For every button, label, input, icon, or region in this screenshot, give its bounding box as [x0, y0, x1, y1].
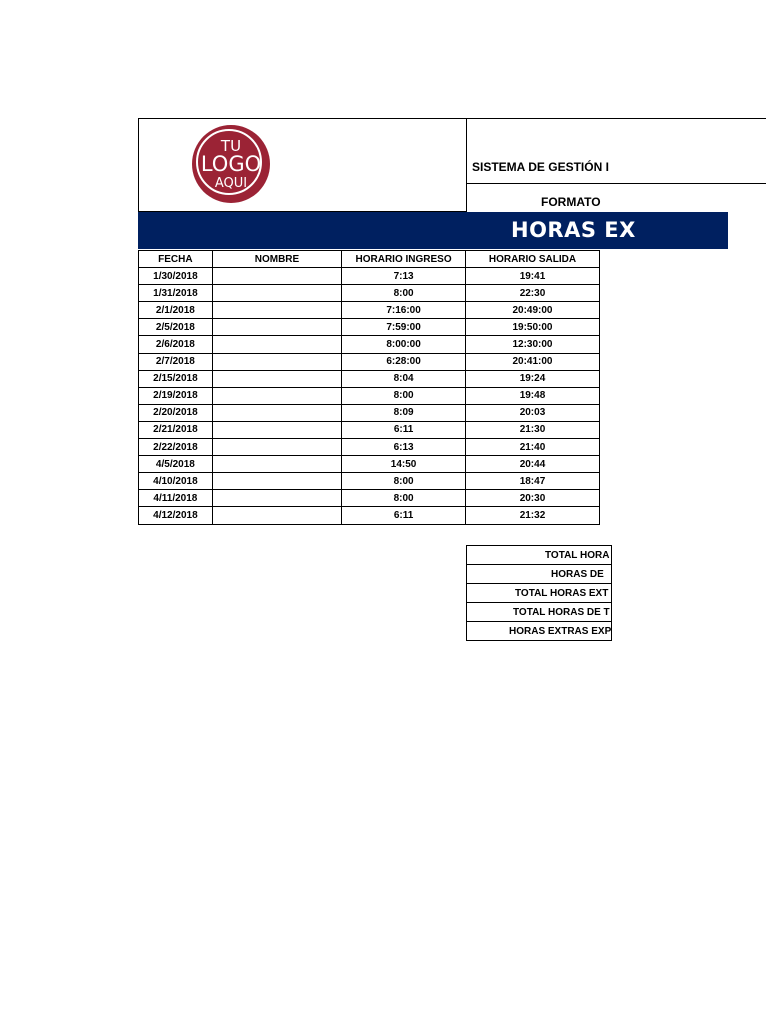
cell-fecha: 4/5/2018 — [139, 456, 213, 473]
table-row — [139, 490, 600, 507]
totals-row — [467, 603, 612, 622]
cell-fecha: 4/11/2018 — [139, 490, 213, 507]
table-row — [139, 404, 600, 421]
cell-fecha: 4/10/2018 — [139, 473, 213, 490]
totals-label: TOTAL HORAS DE T — [467, 603, 612, 622]
cell-horario-salida: 20:03 — [465, 404, 599, 421]
cell-fecha: 1/30/2018 — [139, 268, 213, 285]
logo-text-line1: TU — [220, 137, 242, 155]
cell-horario-salida: 22:30 — [465, 285, 599, 302]
cell-horario-ingreso: 6:13 — [342, 439, 466, 456]
cell-horario-ingreso: 7:13 — [342, 268, 466, 285]
cell-nombre — [212, 507, 341, 524]
cell-fecha: 1/31/2018 — [139, 285, 213, 302]
cell-nombre — [212, 370, 341, 387]
overtime-table — [138, 250, 600, 525]
cell-nombre — [212, 387, 341, 404]
cell-horario-ingreso: 6:11 — [342, 421, 466, 438]
cell-horario-ingreso: 8:00:00 — [342, 336, 466, 353]
cell-horario-salida: 20:44 — [465, 456, 599, 473]
table-row — [139, 456, 600, 473]
cell-horario-ingreso: 8:00 — [342, 387, 466, 404]
cell-horario-ingreso: 8:00 — [342, 473, 466, 490]
table-row — [139, 473, 600, 490]
logo-text-line3: AQUI — [214, 176, 248, 191]
totals-label: TOTAL HORA — [467, 546, 612, 565]
cell-nombre — [212, 302, 341, 319]
table-row — [139, 370, 600, 387]
totals-row — [467, 546, 612, 565]
cell-fecha: 2/5/2018 — [139, 319, 213, 336]
cell-horario-salida: 20:49:00 — [465, 302, 599, 319]
cell-fecha: 4/12/2018 — [139, 507, 213, 524]
totals-label: HORAS EXTRAS EXP — [467, 622, 612, 641]
cell-nombre — [212, 473, 341, 490]
cell-horario-ingreso: 6:28:00 — [342, 353, 466, 370]
cell-nombre — [212, 490, 341, 507]
table-row — [139, 507, 600, 524]
totals-label: TOTAL HORAS EXT — [467, 584, 612, 603]
cell-nombre — [212, 353, 341, 370]
cell-fecha: 2/1/2018 — [139, 302, 213, 319]
cell-horario-salida: 19:41 — [465, 268, 599, 285]
cell-horario-ingreso: 8:00 — [342, 490, 466, 507]
totals-row — [467, 565, 612, 584]
cell-nombre — [212, 268, 341, 285]
cell-horario-ingreso: 8:09 — [342, 404, 466, 421]
system-title: SISTEMA DE GESTIÓN I — [472, 160, 609, 174]
cell-fecha: 2/22/2018 — [139, 439, 213, 456]
table-row — [139, 387, 600, 404]
cell-horario-salida: 19:24 — [465, 370, 599, 387]
col-nombre: NOMBRE — [212, 251, 341, 268]
cell-fecha: 2/6/2018 — [139, 336, 213, 353]
banner-title: HORAS EX — [511, 218, 636, 242]
cell-fecha: 2/20/2018 — [139, 404, 213, 421]
cell-horario-ingreso: 14:50 — [342, 456, 466, 473]
table-row — [139, 421, 600, 438]
logo-cell — [138, 118, 466, 212]
table-row — [139, 336, 600, 353]
cell-nombre — [212, 285, 341, 302]
cell-nombre — [212, 456, 341, 473]
table-row — [139, 319, 600, 336]
cell-horario-ingreso: 8:04 — [342, 370, 466, 387]
cell-horario-ingreso: 7:16:00 — [342, 302, 466, 319]
table-row — [139, 439, 600, 456]
cell-horario-salida: 20:30 — [465, 490, 599, 507]
cell-horario-ingreso: 6:11 — [342, 507, 466, 524]
totals-label: HORAS DE — [467, 565, 612, 584]
totals-table — [466, 545, 612, 641]
title-divider — [466, 183, 766, 184]
table-row — [139, 268, 600, 285]
title-banner — [138, 212, 728, 249]
cell-fecha: 2/15/2018 — [139, 370, 213, 387]
cell-horario-ingreso: 8:00 — [342, 285, 466, 302]
cell-nombre — [212, 404, 341, 421]
table-header-row — [139, 251, 600, 268]
col-horario-ingreso: HORARIO INGRESO — [342, 251, 466, 268]
company-logo — [192, 125, 270, 203]
table-row — [139, 302, 600, 319]
col-fecha: FECHA — [139, 251, 213, 268]
col-horario-salida: HORARIO SALIDA — [465, 251, 599, 268]
cell-fecha: 2/21/2018 — [139, 421, 213, 438]
cell-nombre — [212, 439, 341, 456]
cell-horario-salida: 21:32 — [465, 507, 599, 524]
cell-horario-salida: 19:48 — [465, 387, 599, 404]
cell-horario-salida: 21:40 — [465, 439, 599, 456]
cell-horario-salida: 21:30 — [465, 421, 599, 438]
cell-horario-salida: 20:41:00 — [465, 353, 599, 370]
format-label: FORMATO — [541, 195, 601, 209]
cell-nombre — [212, 421, 341, 438]
cell-nombre — [212, 336, 341, 353]
cell-fecha: 2/7/2018 — [139, 353, 213, 370]
cell-horario-salida: 18:47 — [465, 473, 599, 490]
totals-row — [467, 622, 612, 641]
cell-horario-salida: 12:30:00 — [465, 336, 599, 353]
cell-nombre — [212, 319, 341, 336]
totals-row — [467, 584, 612, 603]
table-row — [139, 353, 600, 370]
table-row — [139, 285, 600, 302]
cell-horario-ingreso: 7:59:00 — [342, 319, 466, 336]
logo-text-line2: LOGO — [200, 152, 262, 176]
cell-horario-salida: 19:50:00 — [465, 319, 599, 336]
cell-fecha: 2/19/2018 — [139, 387, 213, 404]
